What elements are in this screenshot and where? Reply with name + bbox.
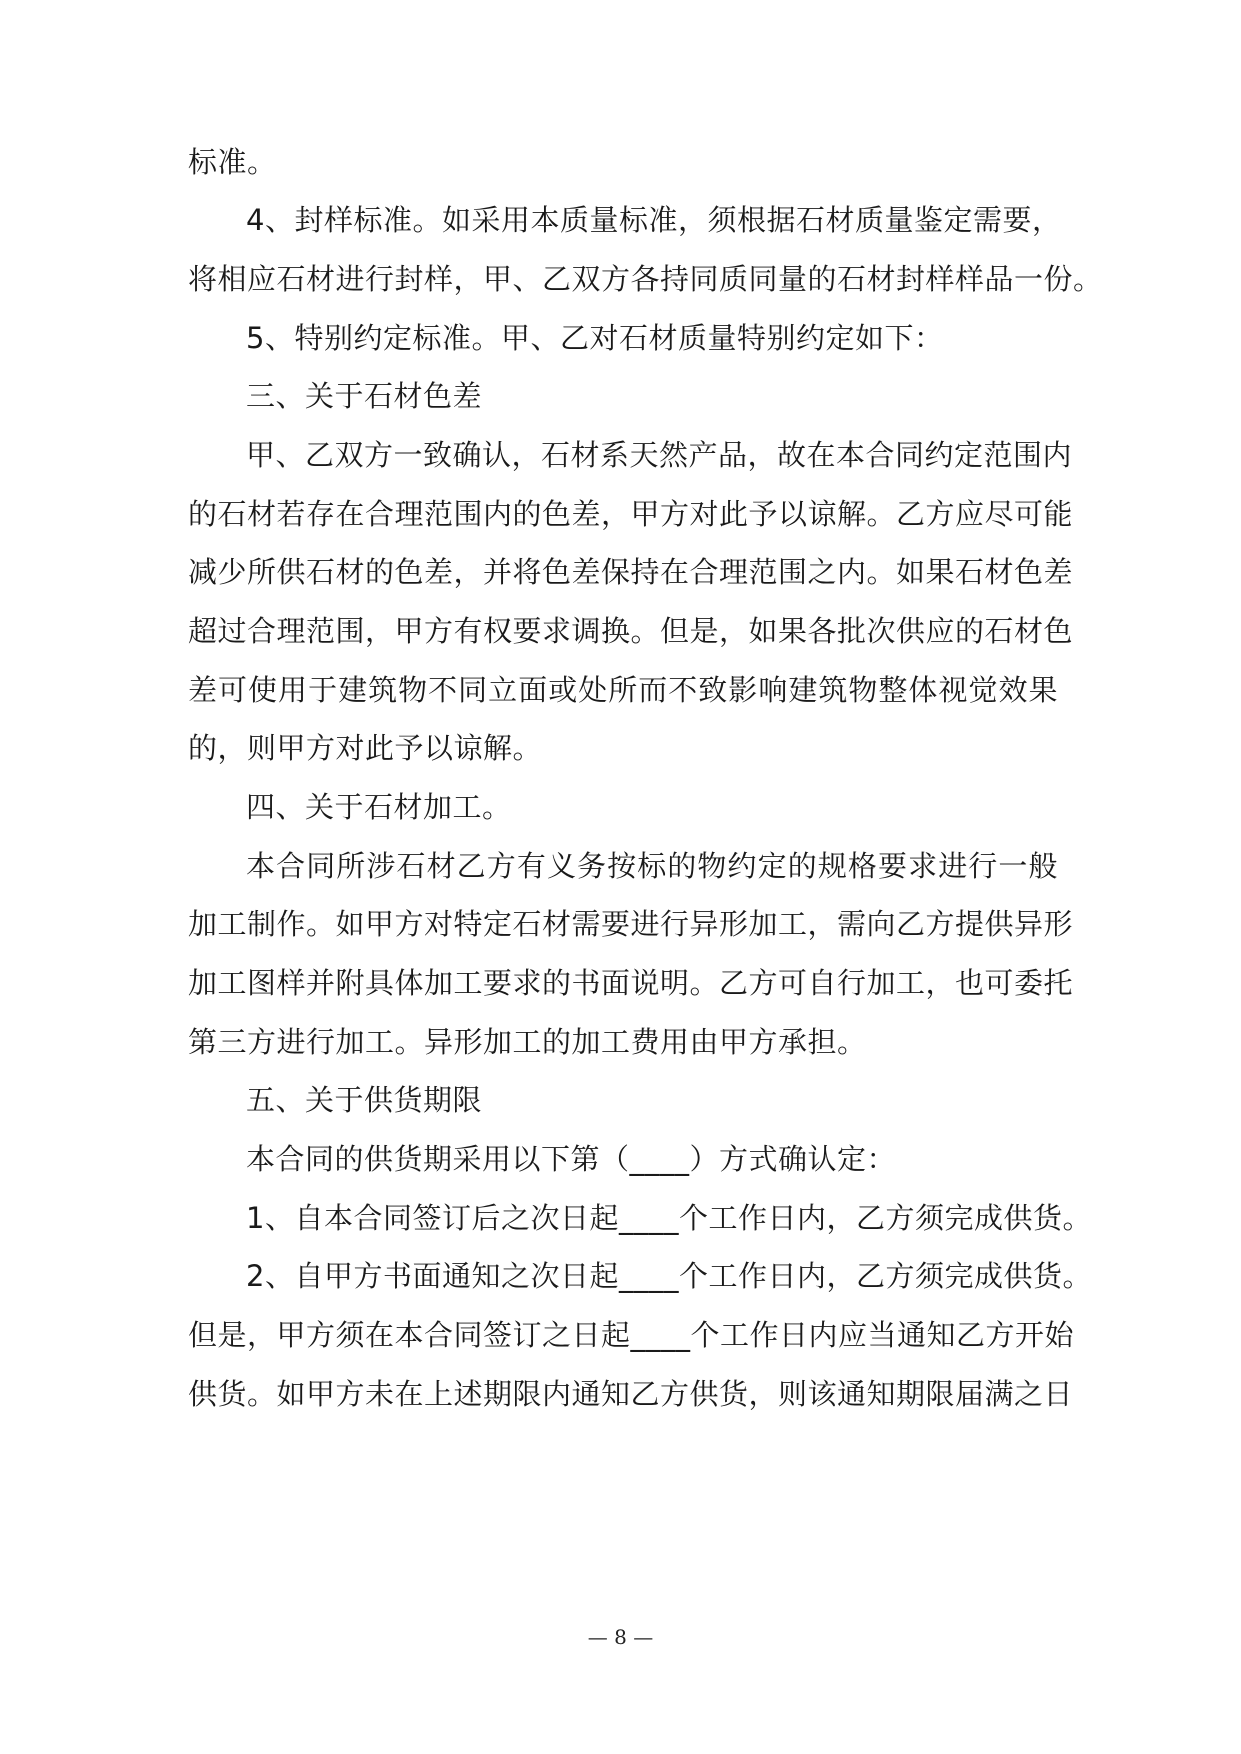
section-heading: 四、关于石材加工。 bbox=[246, 790, 512, 824]
text-line: 减少所供石材的色差，并将色差保持在合理范围之内。如果石材色差 bbox=[188, 555, 1074, 589]
text-line: 5、特别约定标准。甲、乙对石材质量特别约定如下： bbox=[246, 321, 944, 355]
text-line: 2、自甲方书面通知之次日起____个工作日内，乙方须完成供货。 bbox=[246, 1259, 1092, 1293]
text-line: 供货。如甲方未在上述期限内通知乙方供货，则该通知期限届满之日 bbox=[188, 1377, 1074, 1411]
text-line: 标准。 bbox=[188, 145, 277, 179]
text-line: 加工图样并附具体加工要求的书面说明。乙方可自行加工，也可委托 bbox=[188, 966, 1074, 1000]
text-line: 甲、乙双方一致确认，石材系天然产品，故在本合同约定范围内 bbox=[246, 438, 1073, 472]
text-line: 1、自本合同签订后之次日起____个工作日内，乙方须完成供货。 bbox=[246, 1201, 1092, 1235]
text-line: 4、封样标准。如采用本质量标准，须根据石材质量鉴定需要， bbox=[246, 203, 1062, 237]
section-heading: 五、关于供货期限 bbox=[246, 1083, 483, 1117]
text-line: 将相应石材进行封样，甲、乙双方各持同质同量的石材封样样品一份。 bbox=[188, 262, 1103, 296]
text-line: 的石材若存在合理范围内的色差，甲方对此予以谅解。乙方应尽可能 bbox=[188, 497, 1074, 531]
text-line: 但是，甲方须在本合同签订之日起____个工作日内应当通知乙方开始 bbox=[188, 1318, 1075, 1352]
text-line: 的，则甲方对此予以谅解。 bbox=[188, 731, 543, 765]
text-line: 差可使用于建筑物不同立面或处所而不致影响建筑物整体视觉效果 bbox=[188, 673, 1058, 707]
text-line: 本合同所涉石材乙方有义务按标的物约定的规格要求进行一般 bbox=[246, 849, 1058, 883]
text-line: 加工制作。如甲方对特定石材需要进行异形加工，需向乙方提供异形 bbox=[188, 907, 1074, 941]
page-number: — 8 — bbox=[587, 1625, 654, 1649]
text-line: 超过合理范围，甲方有权要求调换。但是，如果各批次供应的石材色 bbox=[188, 614, 1074, 648]
text-line: 本合同的供货期采用以下第（____）方式确认定： bbox=[246, 1142, 897, 1176]
text-line: 第三方进行加工。异形加工的加工费用由甲方承担。 bbox=[188, 1025, 867, 1059]
section-heading: 三、关于石材色差 bbox=[246, 379, 483, 413]
